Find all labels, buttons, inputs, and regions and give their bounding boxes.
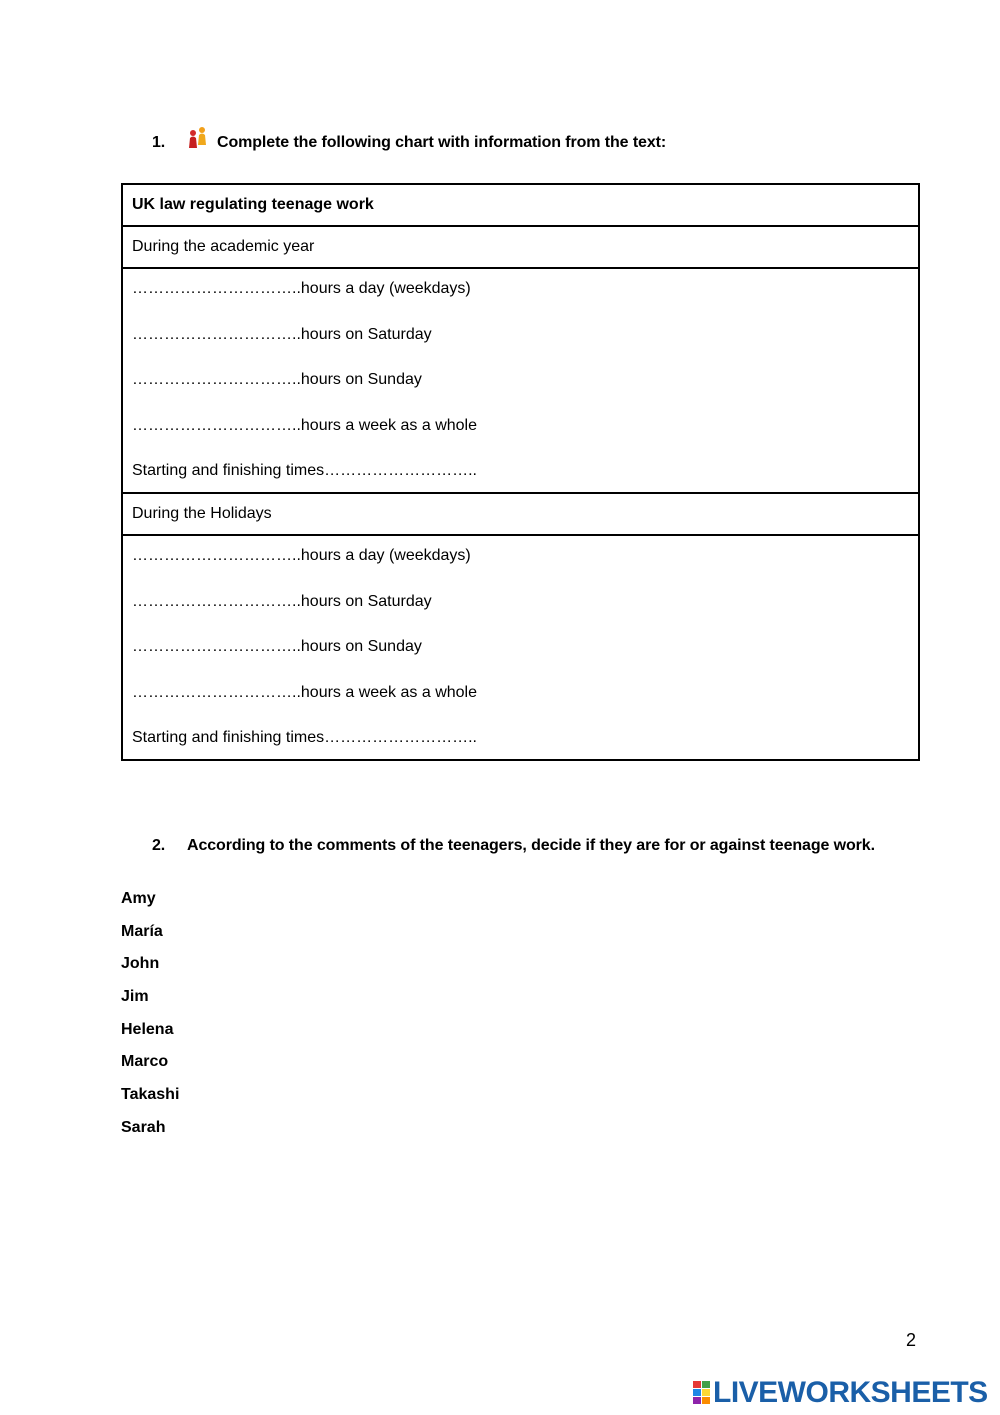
chart-line: …………………………..hours on Sunday <box>132 638 422 655</box>
question-1-heading <box>152 134 912 156</box>
section-heading-academic-year: During the academic year <box>122 226 919 268</box>
teenager-name-list <box>121 886 179 1148</box>
teenager-name: Takashi <box>121 1086 180 1104</box>
question-2-number: 2. <box>152 837 166 854</box>
teenager-name: Marco <box>121 1053 169 1071</box>
section-lines-holidays <box>122 535 919 760</box>
chart-line: …………………………..hours on Saturday <box>132 325 432 343</box>
chart-line: Starting and finishing times……………………….. <box>132 729 477 746</box>
teenager-name: María <box>121 922 163 940</box>
teenager-name: Sarah <box>121 1118 166 1136</box>
liveworksheets-logo[interactable] <box>693 1376 993 1408</box>
chart-title: UK law regulating teenage work <box>122 184 919 226</box>
question-2-heading <box>152 837 912 859</box>
teenager-name: Amy <box>121 890 156 907</box>
teenage-work-chart <box>121 183 920 761</box>
liveworksheets-logo-text: LIVEWORKSHEETS <box>713 1376 988 1409</box>
liveworksheets-logo-icon <box>693 1381 713 1405</box>
chart-line: …………………………..hours a week as a whole <box>132 683 477 701</box>
question-1-instruction: Complete the following chart with information from the text: <box>217 134 667 151</box>
page-number: 2 <box>906 1330 917 1350</box>
teenager-name: Jim <box>121 988 149 1006</box>
section-lines-academic-year <box>122 268 919 493</box>
chart-line: …………………………..hours a day (weekdays) <box>132 280 471 297</box>
chart-line: …………………………..hours on Saturday <box>132 592 432 610</box>
section-heading-holidays: During the Holidays <box>122 493 919 535</box>
teenager-name: Helena <box>121 1020 174 1038</box>
teenager-name: John <box>121 955 160 973</box>
chart-line: …………………………..hours a day (weekdays) <box>132 547 471 564</box>
chart-line: Starting and finishing times……………………….. <box>132 462 477 479</box>
chart-line: …………………………..hours on Sunday <box>132 371 422 388</box>
people-icon <box>185 126 211 150</box>
question-1-number: 1. <box>152 134 166 151</box>
chart-line: …………………………..hours a week as a whole <box>132 416 477 434</box>
question-2-instruction: According to the comments of the teenagers, decide if they are for or against teenage work. <box>187 837 875 854</box>
